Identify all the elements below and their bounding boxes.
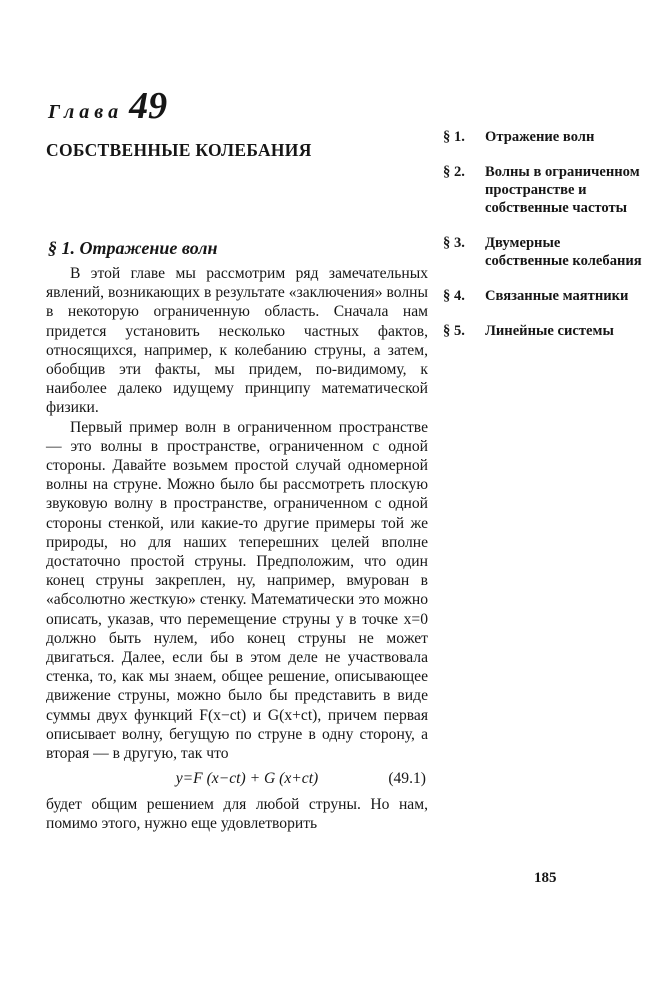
- toc-item-title: Связанные маятники: [485, 288, 629, 304]
- toc-item-title: Волны в ограниченном пространстве и собственные частоты: [485, 164, 640, 216]
- toc-item-number: § 5.: [443, 323, 465, 339]
- equation: [46, 769, 428, 789]
- chapter-title: СОБСТВЕННЫЕ КОЛЕБАНИЯ: [46, 140, 312, 160]
- paragraph: Первый пример волн в ограниченном пространстве — это волны в пространстве, ограниченном с одной стороны. Давайте возьмем простой случай одномерной волны на струне. Можно было бы рассмотреть плоскую звуковую волну в пространстве, ограниченном с одной стороны стенкой, или какие-то другие примеры той же природы, но для наших теперешних целей вполне достаточно простой струны. Предположим, что один конец струны закреплен, ну, например, вмурован в «абсолютно жесткую» стенку. Математически это можно описать, указав, что перемещение струны y в точке x=0 должно быть нулем, ибо конец струны не может двигаться. Далее, если бы в этом деле не участвовала стенка, то, как мы знаем, общее решение, описывающее движение струны, можно было бы представить в виде суммы двух функций F(x−ct) и G(x+ct), причем первая описывает волну, бегущую по струне в одну сторону, а вторая — в другую, так что: [46, 418, 428, 763]
- toc-item-number: § 2.: [443, 164, 465, 180]
- toc-item-4: [443, 287, 643, 305]
- paragraph: В этой главе мы рассмотрим ряд замечательных явлений, возникающих в результате «заключения» волны в некоторую ограниченную область. Сначала нам придется установить несколько частных фактов, относящихся, например, к колебанию струны, а затем, обобщив эти факты, мы придем, по-видимому, к наиболее далеко идущему принципу математической физики.: [46, 265, 428, 417]
- toc-item-2: [443, 163, 643, 217]
- toc-item-number: § 4.: [443, 288, 465, 304]
- toc-item-title: Линейные системы: [485, 323, 614, 339]
- paragraph: будет общим решением для любой струны. Но нам, помимо этого, нужно еще удовлетворить: [46, 796, 428, 833]
- equation-number: (49.1): [388, 770, 426, 788]
- toc-item-5: [443, 322, 643, 340]
- page-number: 185: [534, 870, 557, 886]
- toc-item-3: [443, 234, 643, 270]
- chapter-label: [48, 84, 167, 128]
- toc-item-number: § 3.: [443, 235, 465, 251]
- toc-item-title: Двумерные собственные колебания: [485, 235, 642, 269]
- table-of-contents: [443, 128, 643, 357]
- toc-item-title: Отражение волн: [485, 129, 595, 145]
- equation-expression: y=F (x−ct) + G (x+ct): [175, 770, 319, 788]
- chapter-number: 49: [129, 85, 168, 127]
- toc-item-1: [443, 128, 643, 146]
- body-text: [46, 264, 428, 834]
- chapter-word: Глава: [48, 101, 124, 123]
- section-heading: § 1. Отражение волн: [48, 238, 218, 258]
- toc-item-number: § 1.: [443, 129, 465, 145]
